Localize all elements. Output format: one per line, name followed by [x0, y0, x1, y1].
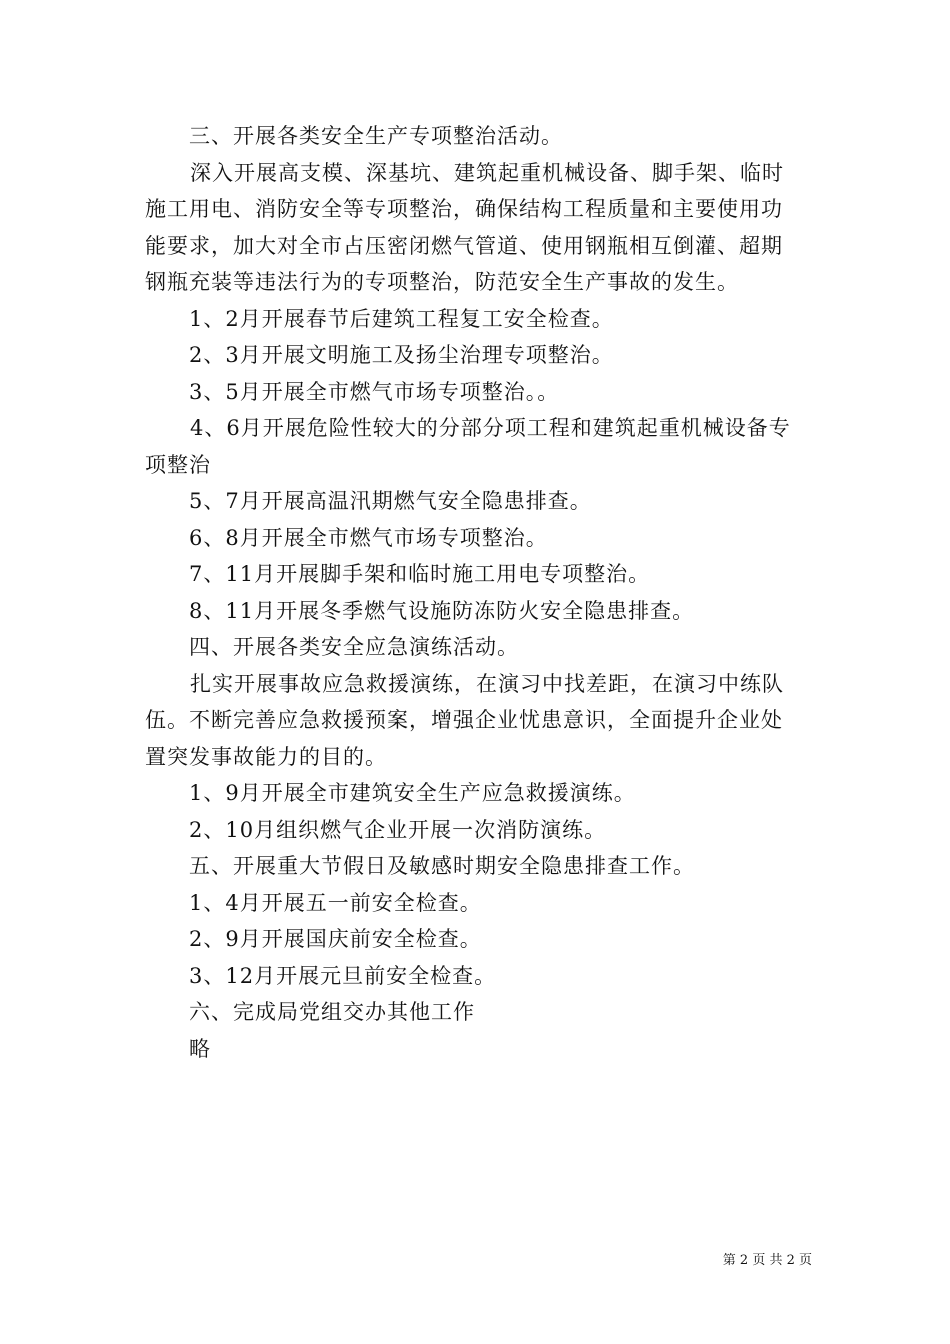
paragraph-s6-heading [145, 994, 810, 1031]
text-line: 置突发事故能力的目的。 [145, 744, 387, 769]
paragraph-s4-body [145, 666, 810, 776]
paragraph-s6-body [145, 1031, 810, 1068]
text-line: 6、8月开展全市燃气市场专项整治。 [189, 525, 548, 550]
paragraph-s3-item2 [145, 337, 810, 374]
text-line: 深入开展高支模、深基坑、建筑起重机械设备、脚手架、临时 [190, 160, 784, 185]
paragraph-s3-item4 [145, 410, 810, 483]
text-line: 略 [189, 1036, 211, 1061]
text-line: 1、4月开展五一前安全检查。 [189, 890, 482, 915]
text-line: 2、9月开展国庆前安全检查。 [189, 927, 482, 951]
text-line: 1、2月开展春节后建筑工程复工安全检查。 [189, 306, 614, 331]
text-line: 六、完成局党组交办其他工作 [189, 1000, 475, 1024]
paragraph-s3-item8 [145, 593, 810, 630]
paragraph-s3-item7 [145, 556, 810, 593]
page-number-footer: 第 2 页 共 2 页 [722, 1253, 812, 1268]
text-line: 施工用电、消防安全等专项整治，确保结构工程质量和主要使用功 [145, 197, 783, 221]
paragraph-s3-item5 [145, 483, 810, 520]
text-line: 7、11月开展脚手架和临时施工用电专项整治。 [189, 562, 651, 586]
paragraph-s5-item3 [145, 958, 810, 995]
text-line: 3、5月开展全市燃气市场专项整治。。 [189, 379, 560, 404]
text-line: 五、开展重大节假日及敏感时期安全隐患排查工作。 [189, 854, 695, 878]
text-line: 5、7月开展高温汛期燃气安全隐患排查。 [189, 489, 592, 513]
paragraph-s5-item1 [145, 885, 810, 922]
text-line: 四、开展各类安全应急演练活动。 [189, 635, 519, 659]
text-line: 1、9月开展全市建筑安全生产应急救援演练。 [189, 781, 636, 805]
paragraph-s4-item2 [145, 812, 810, 849]
text-line: 4、6月开展危险性较大的分部分项工程和建筑起重机械设备专 [190, 416, 791, 440]
text-line: 2、3月开展文明施工及扬尘治理专项整治。 [189, 343, 614, 367]
text-line: 能要求，加大对全市占压密闭燃气管道、使用钢瓶相互倒灌、超期 [145, 233, 783, 258]
paragraph-s3-item6 [145, 520, 810, 557]
paragraph-s4-item1 [145, 775, 810, 812]
paragraph-s3-item3 [145, 374, 810, 411]
document-body [145, 118, 810, 1067]
text-line: 三、开展各类安全生产专项整治活动。 [189, 124, 563, 148]
text-line: 项整治 [145, 452, 211, 477]
text-line: 伍。不断完善应急救援预案，增强企业忧患意识，全面提升企业处 [145, 708, 783, 732]
text-line: 8、11月开展冬季燃气设施防冻防火安全隐患排查。 [189, 598, 695, 623]
paragraph-s3-item1 [145, 301, 810, 338]
paragraph-s3-body [145, 155, 810, 301]
paragraph-s5-item2 [145, 921, 810, 958]
text-line: 扎实开展事故应急救援演练，在演习中找差距，在演习中练队 [190, 671, 784, 696]
text-line: 2、10月组织燃气企业开展一次消防演练。 [189, 817, 607, 842]
paragraph-s4-heading [145, 629, 810, 666]
text-line: 钢瓶充装等违法行为的专项整治，防范安全生产事故的发生。 [145, 270, 739, 294]
text-line: 3、12月开展元旦前安全检查。 [189, 963, 497, 988]
paragraph-s5-heading [145, 848, 810, 885]
paragraph-s3-heading [145, 118, 810, 155]
